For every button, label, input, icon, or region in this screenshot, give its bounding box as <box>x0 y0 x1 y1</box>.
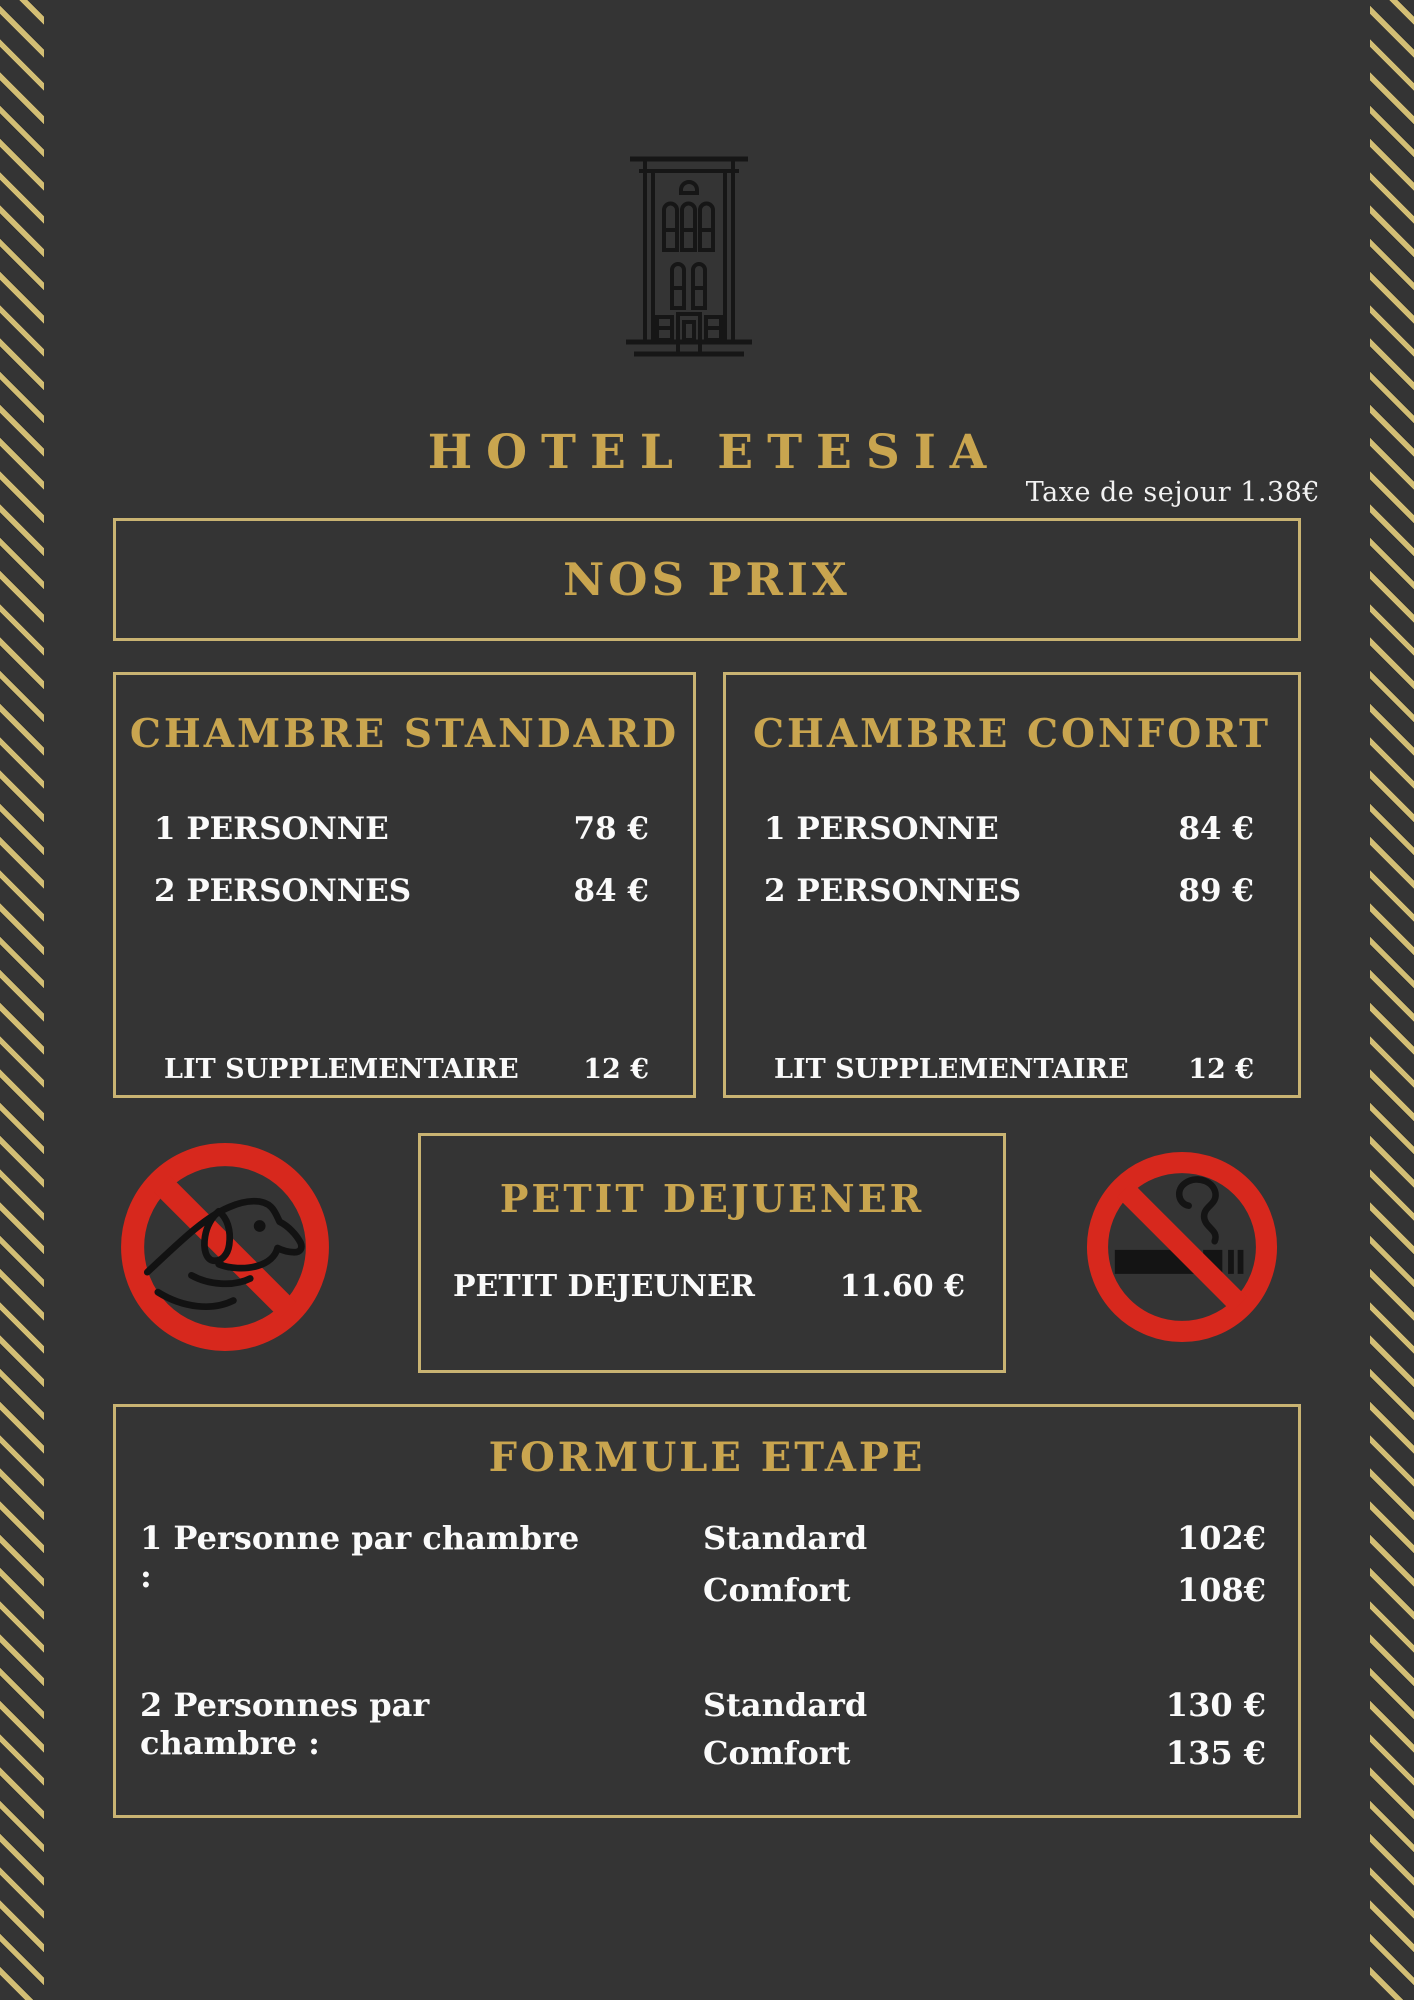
price-label: LIT SUPPLEMENTAIRE <box>774 1054 1129 1085</box>
breakfast-title: PETIT DEJUENER <box>499 1176 925 1221</box>
price-label: PETIT DEJEUNER <box>453 1269 755 1304</box>
formule-price: 130 € <box>1165 1686 1266 1724</box>
no-smoking-icon <box>1086 1151 1278 1343</box>
formule-etape-box <box>113 1404 1301 1818</box>
price-row-extra-bed <box>774 1054 1254 1085</box>
formule-label: 2 Personnes par chambre : <box>140 1686 430 1762</box>
price-value: 12 € <box>1188 1054 1254 1085</box>
formule-row <box>140 1734 1266 1772</box>
price-row <box>154 873 649 909</box>
diagonal-stripes-right <box>1370 0 1414 2000</box>
price-value: 12 € <box>583 1054 649 1085</box>
price-label: 2 PERSONNES <box>154 873 412 909</box>
price-value: 89 € <box>1178 873 1254 909</box>
diagonal-stripes-left <box>0 0 44 2000</box>
price-value: 78 € <box>573 811 649 847</box>
price-value: 11.60 € <box>839 1269 965 1304</box>
breakfast-box <box>418 1133 1006 1373</box>
prices-title: NOS PRIX <box>563 553 851 606</box>
formule-row <box>140 1571 1266 1609</box>
no-dogs-icon <box>120 1142 330 1352</box>
formule-price: 102€ <box>1176 1519 1266 1557</box>
formule-title: FORMULE ETAPE <box>488 1434 926 1481</box>
price-value: 84 € <box>573 873 649 909</box>
price-label: 1 PERSONNE <box>154 811 389 847</box>
formule-option: Standard <box>703 1686 868 1724</box>
room-confort-title: CHAMBRE CONFORT <box>752 711 1272 757</box>
formule-label: 1 Personne par chambre : <box>140 1519 580 1595</box>
formule-price: 108€ <box>1176 1571 1266 1609</box>
hotel-title: HOTEL ETESIA <box>427 425 1001 481</box>
hotel-building-icon <box>626 146 752 360</box>
room-confort-box <box>723 672 1301 1098</box>
room-standard-title: CHAMBRE STANDARD <box>129 711 680 757</box>
formule-price: 135 € <box>1165 1734 1266 1772</box>
price-row <box>154 811 649 847</box>
price-value: 84 € <box>1178 811 1254 847</box>
price-label: LIT SUPPLEMENTAIRE <box>164 1054 519 1085</box>
price-row-extra-bed <box>164 1054 649 1085</box>
price-row <box>764 811 1254 847</box>
price-row <box>764 873 1254 909</box>
price-label: 1 PERSONNE <box>764 811 999 847</box>
formule-option: Standard <box>703 1519 868 1557</box>
formule-option: Comfort <box>703 1571 851 1609</box>
formule-option: Comfort <box>703 1734 851 1772</box>
prices-header-box <box>113 518 1301 641</box>
tax-note: Taxe de sejour 1.38€ <box>1025 477 1320 508</box>
price-label: 2 PERSONNES <box>764 873 1022 909</box>
price-row <box>453 1269 965 1304</box>
room-standard-box <box>113 672 696 1098</box>
